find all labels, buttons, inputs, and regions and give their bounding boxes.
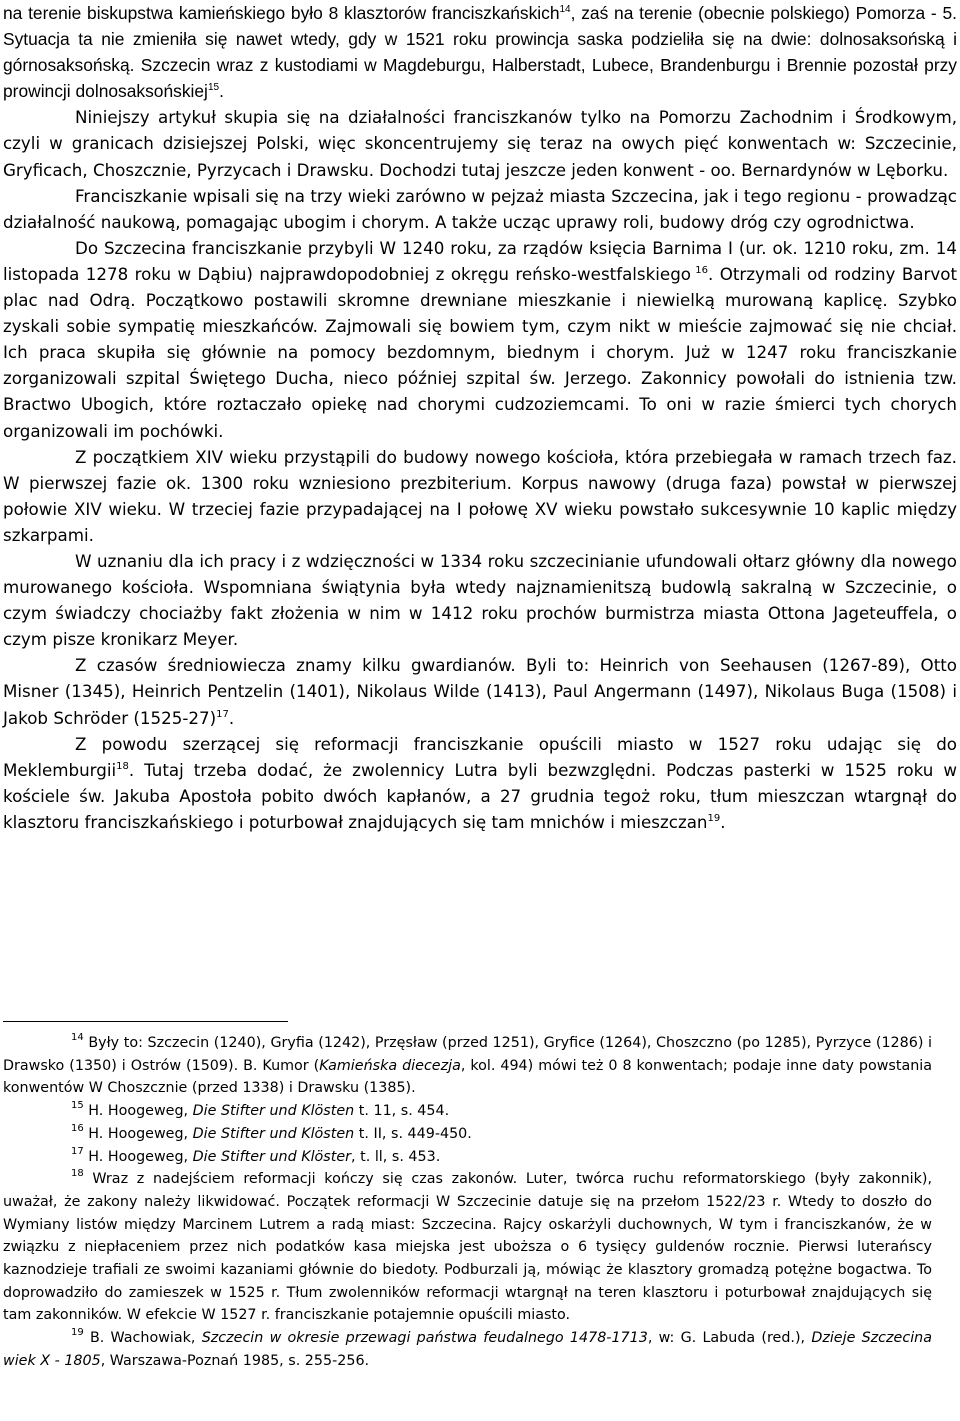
- footnote-14: [0, 1032, 960, 1100]
- paragraph-guardians: [0, 652, 960, 730]
- footnote-separator: [3, 1021, 288, 1022]
- footnote-title: Kamieńska diecezja: [319, 1057, 461, 1074]
- footnote-title: Szczecin w okresie przewagi państwa feudalnego 1478-1713: [201, 1330, 648, 1347]
- footnote-ref-19[interactable]: 19: [707, 812, 721, 824]
- paragraph-text: .: [720, 811, 726, 832]
- footnote-text: , t. ll, s. 453.: [351, 1148, 441, 1165]
- paragraph-continuation: [0, 0, 960, 104]
- footnote-number: 18: [71, 1168, 84, 1180]
- footnote-text: , Warszawa-Poznań 1985, s. 255-256.: [100, 1352, 370, 1369]
- footnote-ref-15[interactable]: 15: [207, 82, 220, 94]
- footnote-15: [0, 1100, 960, 1123]
- footnote-ref-18[interactable]: 18: [116, 760, 129, 772]
- footnote-ref-16[interactable]: 16: [691, 264, 709, 276]
- footnote-title: Dzieje Szczecina wiek X - 1805: [3, 1330, 932, 1369]
- footnote-number: 17: [71, 1145, 84, 1157]
- footnote-number: 19: [71, 1327, 84, 1339]
- footnote-text: Były to: Szczecin (1240), Gryfia (1242), Przęsław (przed 1251), Gryfice (1264), Choszczno (po 1285), Pyrzyce (1286) i Drawsko (1350) i Ostrów (1509). B. Kumor (: [3, 1035, 932, 1074]
- footnote-title: Die Stifter und Klösten: [192, 1125, 355, 1142]
- footnote-text: t. 11, s. 454.: [354, 1103, 450, 1120]
- paragraph-text: .: [228, 707, 235, 728]
- paragraph-text: Do Szczecina franciszkanie przybyli W 1240 roku, za rządów księcia Barnima I (ur. ok. 1210 roku, zm. 14 listopada 1278 roku w Dąbiu) najprawdopodobniej z okręgu reńsko-westfalskiego: [3, 237, 957, 284]
- footnote-text: , kol. 494) mówi też 0 8 konwentach; podaje inne daty powstania konwentów W Choszcznie (przed 1338) i Drawsku (1385).: [3, 1057, 933, 1097]
- footnote-18: [0, 1168, 960, 1327]
- paragraph-franciscans-intro: Franciszkanie wpisali się na trzy wieki zarówno w pejzaż miasta Szczecina, jak i tego regionu - prowadząc działalność naukową, pomagając ubogim i chorym. A także ucząc uprawy roli, budowy dróg czy ogrodnictwa.: [3, 185, 957, 232]
- footnote-title: Die Stifter und Klösten: [192, 1103, 355, 1120]
- footnote-16: [0, 1123, 960, 1146]
- footnote-17: [0, 1146, 960, 1169]
- paragraph-main-altar: W uznaniu dla ich pracy i z wdzięczności w 1334 roku szczecinianie ufundowali ołtarz główny dla nowego murowanego kościoła. Wspomniana świątynia była wtedy najznamienitszą budowlą sakralną w Szczecinie, o czym świadczy chociażby fakt złożenia w nim w 1412 roku prochów burmistrza miasta Ottona Jageteuffela, o czym pisze kronikarz Meyer.: [3, 550, 957, 650]
- paragraph-text: na terenie biskupstwa kamieńskiego było 8 klasztorów franciszkańskich: [3, 3, 560, 23]
- footnote-text: Wraz z nadejściem reformacji kończy się czas zakonów. Luter, twórca ruchu reformatorskiego (były zakonnik), uważał, że zakony należy likwidować. Początek reformacji W Szczecinie datuje się na przełom 1522/23 r. Wtedy to doszło do Wymiany listów między Marcinem Lutrem a radą miast: Szczecina. Rajcy oskarżyli duchownych, W tym i franciszkanów, że w związku z niepłaceniem przez nich podatków kasa miejska jest uboższa o 6 tysięcy guldenów rocznie. Pierwsi luterańscy kaznodzieje trafiali ze swoimi kazaniami głównie do biedoty. Podburzali ją, mówiąc że klasztory gromadzą potężne bogactwa. To doprowadziło do zamieszek w 1525 r. Tłum zwolenników reformacji wtargnął na teren klasztoru i poturbował znajdujących się tam zakonników. W efekcie W 1527 r. franciszkanie potajemnie opuścili miasto.: [3, 1171, 932, 1324]
- footnote-text: t. II, s. 449-450.: [354, 1125, 472, 1142]
- paragraph-text: Z powodu szerzącej się reformacji franciszkanie opuścili miasto w 1527 roku udając się do Meklemburgii: [3, 733, 957, 780]
- footnote-title: Die Stifter und Klöster: [192, 1148, 352, 1165]
- footnote-number: 15: [71, 1100, 84, 1112]
- paragraph-reformation: [0, 731, 960, 835]
- footnote-text: , w: G. Labuda (red.),: [647, 1330, 812, 1347]
- paragraph-text: Z czasów średniowiecza znamy kilku gwardianów. Byli to: Heinrich von Seehausen (1267-89), Otto Misner (1345), Heinrich Pentzelin (1401), Nikolaus Wilde (1413), Paul Angermann (1497), Nikolaus Buga (1508) i Jakob Schröder (1525-27): [3, 655, 957, 728]
- footnote-text: H. Hoogeweg,: [83, 1103, 193, 1120]
- footnote-number: 16: [71, 1122, 84, 1134]
- footnote-text: H. Hoogeweg,: [83, 1148, 193, 1165]
- footnote-19: [0, 1327, 960, 1372]
- paragraph-church-construction: Z początkiem XIV wieku przystąpili do budowy nowego kościoła, która przebiegała w ramach trzech faz. W pierwszej fazie ok. 1300 roku wzniesiono prezbiterium. Korpus nawowy (druga faza) powstał w pierwszej połowie XIV wieku. W trzeciej fazie przypadającej na I połowę XV wieku powstało sukcesywnie 10 kaplic między szkarpami.: [3, 446, 957, 545]
- footnote-number: 14: [71, 1032, 84, 1043]
- footnotes-section: [0, 1032, 960, 1373]
- footnote-ref-14[interactable]: 14: [559, 4, 571, 15]
- paragraph-text: . Otrzymali od rodziny Barvot plac nad Odrą. Początkowo postawili skromne drewniane mieszkanie i niewielką murowaną kaplicę. Szybko zyskali sobie sympatię mieszkańców. Zajmowali się bowiem tym, czym nikt w mieście zajmować się nie chciał. Ich praca skupiła się głównie na pomocy bezdomnym, biednym i chorym. Już w 1247 roku franciszkanie zorganizowali szpital Świętego Ducha, nieco później szpital św. Jerzego. Zakonnicy powołali do istnienia tzw. Bractwo Ubogich, które roztaczało opiekę nad chorymi cudzoziemcami. To oni w razie śmierci tych chorych organizowali im pochówki.: [3, 263, 958, 441]
- paragraph-arrival-szczecin: [0, 235, 960, 444]
- paragraph-scope: Niniejszy artykuł skupia się na działalności franciszkanów tylko na Pomorzu Zachodnim i Środkowym, czyli w granicach dzisiejszej Polski, więc skoncentrujemy się teraz na owych pięć konwentach w: Szczecinie, Gryficach, Choszcznie, Pyrzycach i Drawsku. Dochodzi tutaj jeszcze jeden konwent - oo. Bernardynów w Lęborku.: [3, 107, 957, 180]
- paragraph-text: , zaś na terenie (obecnie polskiego) Pomorza - 5. Sytuacja ta nie zmieniła się nawet wtedy, gdy w 1521 roku prowincja saska podzieliła się na dwie: dolnosaksońską i górnosaksońską. Szczecin wraz z kustodiami w Magdeburgu, Halberstadt, Lubece, Brandenburgu i Brennie pozostał przy prowincji dolnosaksońskiej: [3, 3, 957, 102]
- paragraph-text: . Tutaj trzeba dodać, że zwolennicy Lutra byli bezwzględni. Podczas pasterki w 1525 roku w kościele św. Jakuba Apostoła pobito dwóch kapłanów, a 27 grudnia tegoż roku, tłum mieszczan wtargnął do klasztoru franciszkańskiego i poturbował znajdujących się tam mnichów i mieszczan: [3, 759, 957, 832]
- paragraph-text: .: [219, 81, 224, 102]
- footnote-ref-17[interactable]: 17: [216, 708, 229, 720]
- footnote-text: H. Hoogeweg,: [83, 1125, 193, 1142]
- footnote-text: B. Wachowiak,: [83, 1330, 202, 1347]
